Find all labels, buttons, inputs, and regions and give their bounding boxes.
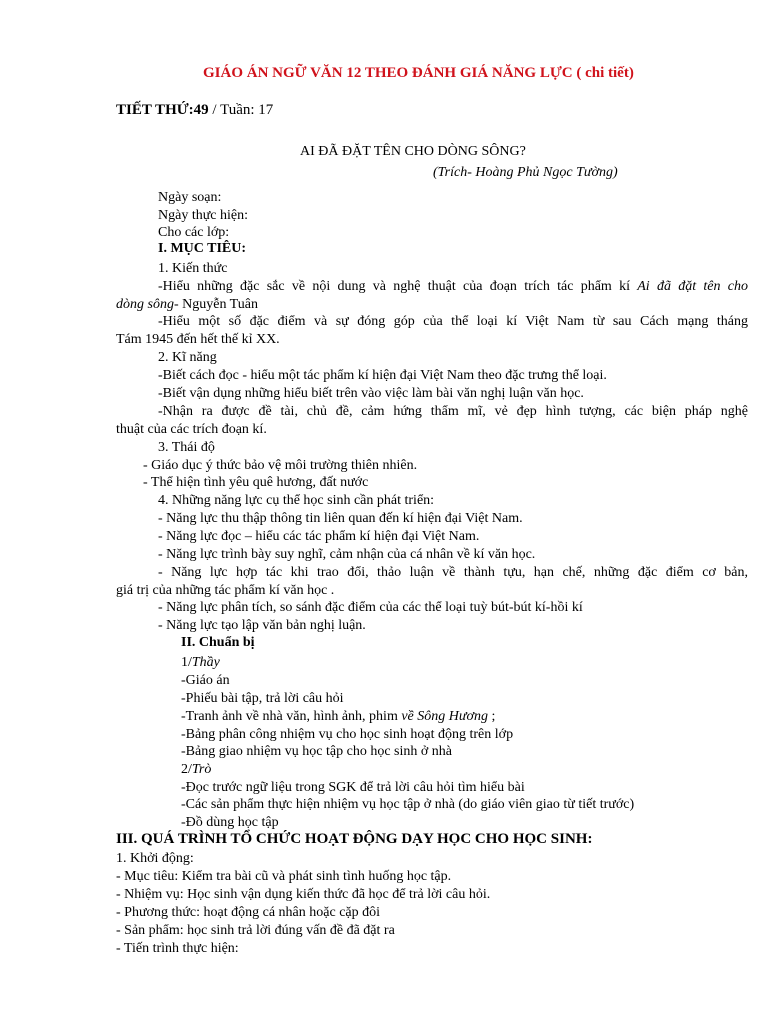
activity-task: - Nhiệm vụ: Học sinh vận dụng kiến thức đã học để trả lời câu hỏi. [116,887,491,902]
competency-item-1: - Năng lực thu thập thông tin liên quan đến kí hiện đại Việt Nam. [158,511,523,526]
teacher-item-4: -Bảng phân công nhiệm vụ cho học sinh hoạt động trên lớp [181,727,514,742]
teach-date: Ngày thực hiện: [158,208,249,223]
competency-item-5: - Năng lực phân tích, so sánh đặc điểm của các thể loại tuỳ bút-bút kí-hồi kí [158,600,583,615]
classes-line: Cho các lớp: [158,225,230,240]
skill-item-3-line-2: thuật của các trích đoạn kí. [116,422,267,437]
teacher-item-1: -Giáo án [181,673,230,688]
teacher-subheading: 1/Thầy [181,655,220,670]
period-label: TIẾT THỨ:49 [116,102,209,118]
student-item-3: -Đồ dùng học tập [181,815,279,830]
student-subheading: 2/Trò [181,762,212,777]
activity-objective: - Mục tiêu: Kiểm tra bài cũ và phát sinh tình huống học tập. [116,869,452,884]
activity-method: - Phương thức: hoạt động cá nhân hoặc cặp đôi [116,905,381,920]
skills-heading: 2. Kĩ năng [158,350,217,365]
attitude-item-2: - Thể hiện tình yêu quê hương, đất nước [143,475,369,490]
competency-item-4-line-1: - Năng lực hợp tác khi trao đổi, thảo luận về thành tựu, hạn chế, những đặc điểm cơ bản, [158,565,748,580]
prep-date: Ngày soạn: [158,190,222,205]
attitude-heading: 3. Thái độ [158,440,215,455]
knowledge-item-1-line-2 [116,296,258,314]
lesson-title: AI ĐÃ ĐẶT TÊN CHO DÒNG SÔNG? [300,144,526,159]
week-label: / Tuần: 17 [208,102,274,118]
knowledge-heading: 1. Kiến thức [158,261,228,276]
competency-item-4-line-2: giá trị của những tác phẩm kí văn học . [116,583,335,598]
student-item-2: -Các sản phẩm thực hiện nhiệm vụ học tập ở nhà (do giáo viên giao từ tiết trước) [181,797,635,812]
document-title: GIÁO ÁN NGỮ VĂN 12 THEO ĐÁNH GIÁ NĂNG LỰC ( chi tiết) [203,65,634,81]
period-line [116,101,273,119]
competency-item-3: - Năng lực trình bày suy nghĩ, cảm nhận của cá nhân về kí văn học. [158,547,536,562]
knowledge-item-1-line-1: -Hiểu những đặc sắc về nội dung và nghệ thuật của đoạn trích tác phẩm kí Ai đã đặt tên cho [158,279,748,294]
section-preparation-heading: II. Chuẩn bị [181,635,255,650]
section-objectives-heading: I. MỤC TIÊU: [158,241,247,256]
teacher-item-2: -Phiếu bài tập, trả lời câu hỏi [181,691,344,706]
section-activities-heading: III. QUÁ TRÌNH TỔ CHỨC HOẠT ĐỘNG DẠY HỌC CHO HỌC SINH: [116,831,593,847]
skill-item-2: -Biết vận dụng những hiểu biết trên vào việc làm bài văn nghị luận văn học. [158,386,584,401]
work-title-cont: dòng sông [116,297,174,312]
activity-warmup: 1. Khởi động: [116,851,194,866]
skill-item-1: -Biết cách đọc - hiểu một tác phẩm kí hiện đại Việt Nam theo đặc trưng thể loại. [158,368,607,383]
activity-product: - Sản phẩm: học sinh trả lời đúng vấn đề đã đặt ra [116,923,395,938]
lesson-source: (Trích- Hoàng Phủ Ngọc Tường) [433,165,618,180]
activity-process: - Tiến trình thực hiện: [116,941,239,956]
competencies-heading: 4. Những năng lực cụ thể học sinh cần phát triển: [158,493,435,508]
competency-item-2: - Năng lực đọc – hiểu các tác phẩm kí hiện đại Việt Nam. [158,529,480,544]
student-item-1: -Đọc trước ngữ liệu trong SGK để trả lời câu hỏi tìm hiểu bài [181,780,525,795]
teacher-item-5: -Bảng giao nhiệm vụ học tập cho học sinh ở nhà [181,744,453,759]
author-name: - Nguyễn Tuân [173,297,258,312]
attitude-item-1: - Giáo dục ý thức bảo vệ môi trường thiên nhiên. [143,458,418,473]
skill-item-3-line-1: -Nhận ra được đề tài, chủ đề, cảm hứng thẩm mĩ, vẻ đẹp hình tượng, các biện pháp nghệ [158,404,748,419]
teacher-item-3: -Tranh ảnh về nhà văn, hình ảnh, phim về Sông Hương ; [181,709,496,724]
competency-item-6: - Năng lực tạo lập văn bản nghị luận. [158,618,366,633]
knowledge-item-2-line-1: -Hiểu một số đặc điểm và sự đóng góp của thể loại kí Việt Nam từ sau Cách mạng tháng [158,314,748,329]
knowledge-item-2-line-2: Tám 1945 đến hết thế kỉ XX. [116,332,280,347]
work-title: Ai đã đặt tên cho [637,279,748,294]
